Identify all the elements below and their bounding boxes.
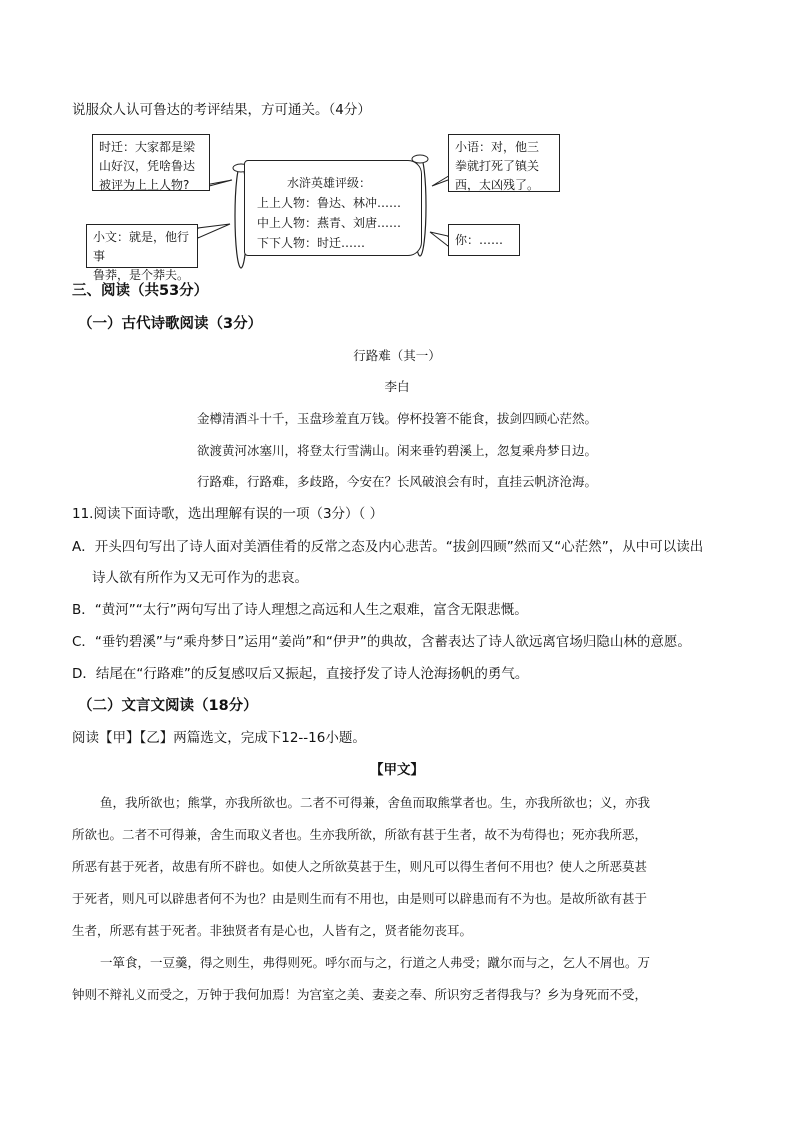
poem-line: 金樽清酒斗十千，玉盘珍羞直万钱。停杯投箸不能食，拔剑四顾心茫然。	[196, 411, 597, 426]
option-b: B．“黄河”“太行”两句写出了诗人理想之高远和人生之艰难，富含无限悲慨。	[72, 602, 528, 618]
bubble-shiqian	[92, 134, 210, 191]
bubble-xiaoyu-line: 拳就打死了镇关	[455, 159, 540, 173]
jiawen-title: 【甲文】	[370, 762, 424, 778]
bubble-xiaowen-line: 鲁莽，是个莽夫。	[93, 268, 190, 282]
option-c: C．“垂钓碧溪”与“乘舟梦日”运用“姜尚”和“伊尹”的典故，含蓄表达了诗人欲远离官场归隐山林的意愿。	[72, 634, 691, 650]
jiawen-line: 于死者，则凡可以辟患者何不为也？由是则生而有不用也，由是则可以辟患而有不为也。是故所欲有甚于	[72, 891, 648, 906]
bubble-xiaoyu	[448, 134, 560, 192]
jiawen-line: 鱼，我所欲也；熊掌，亦我所欲也。二者不可得兼，舍鱼而取熊掌者也。生，亦我所欲也；义，亦我	[100, 795, 651, 810]
hero-rating-scroll	[244, 160, 422, 256]
bubble-xiaoyu-line: 西，太凶残了。	[455, 178, 540, 192]
jiawen-line: 所恶有甚于死者，故患有所不辟也。如使人之所欲莫甚于生，则凡可以得生者何不用也？使人之所恶莫甚	[72, 859, 648, 874]
option-a-continued: 诗人欲有所作为又无可作为的悲哀。	[92, 570, 308, 586]
poem-author: 李白	[384, 379, 410, 394]
poem-line: 欲渡黄河冰塞川，将登太行雪满山。闲来垂钓碧溪上，忽复乘舟梦日边。	[196, 443, 597, 458]
bubble-shiqian-line: 时迁：大家都是梁	[99, 140, 196, 154]
option-d: D．结尾在“行路难”的反复感叹后又振起，直接抒发了诗人沧海扬帆的勇气。	[72, 666, 529, 682]
bubble-you	[448, 224, 520, 256]
poem-line: 行路难，行路难，多歧路，今安在？长风破浪会有时，直挂云帆济沧海。	[196, 474, 597, 489]
jiawen-line: 生者，所恶有甚于死者。非独贤者有是心也，人皆有之，贤者能勿丧耳。	[72, 923, 473, 938]
bubble-shiqian-line: 被评为上上人物?	[99, 178, 190, 192]
bubble-shiqian-line: 山好汉，凭啥鲁达	[99, 159, 196, 173]
jiawen-line: 所欲也。二者不可得兼，舍生而取义者也。生亦我所欲，所欲有甚于生者，故不为苟得也；死亦我所恶，	[72, 827, 648, 842]
reading-instruction: 阅读【甲】【乙】两篇选文，完成下12--16小题。	[72, 730, 366, 746]
jiawen-line: 钟则不辩礼义而受之，万钟于我何加焉！为宫室之美、妻妾之奉、所识穷乏者得我与？乡为身死而不受，	[72, 987, 648, 1002]
intro-line: 说服众人认可鲁达的考评结果，方可通关。（4分）	[72, 102, 371, 118]
bubble-xiaowen-line: 小文：就是，他行事	[93, 230, 190, 263]
section-heading: 三、阅读（共53分）	[72, 283, 209, 299]
bubble-you-line: 你：……	[455, 233, 504, 247]
bubble-xiaowen	[86, 224, 198, 282]
question-stem: 11.阅读下面诗歌，选出理解有误的一项（3分）（ ）	[72, 506, 384, 522]
scroll-line: 中上人物：燕青、刘唐……	[257, 216, 402, 230]
scroll-title: 水浒英雄评级：	[287, 176, 372, 190]
subsection-heading: （一）古代诗歌阅读（3分）	[78, 316, 263, 332]
scroll-line: 下下人物：时迁……	[257, 236, 366, 250]
poem-title: 行路难（其一）	[353, 348, 441, 363]
scroll-line: 上上人物：鲁达、林冲……	[257, 196, 402, 210]
bubble-xiaoyu-line: 小语：对，他三	[455, 140, 540, 154]
jiawen-line: 一箪食，一豆羹，得之则生，弗得则死。呼尔而与之，行道之人弗受；蹴尔而与之，乞人不屑也。万	[100, 955, 651, 970]
subsection-heading: （二）文言文阅读（18分）	[78, 698, 258, 714]
option-a: A．开头四句写出了诗人面对美酒佳肴的反常之态及内心悲苦。“拔剑四顾”然而又“心茫然”，从中可以读出	[72, 539, 704, 555]
